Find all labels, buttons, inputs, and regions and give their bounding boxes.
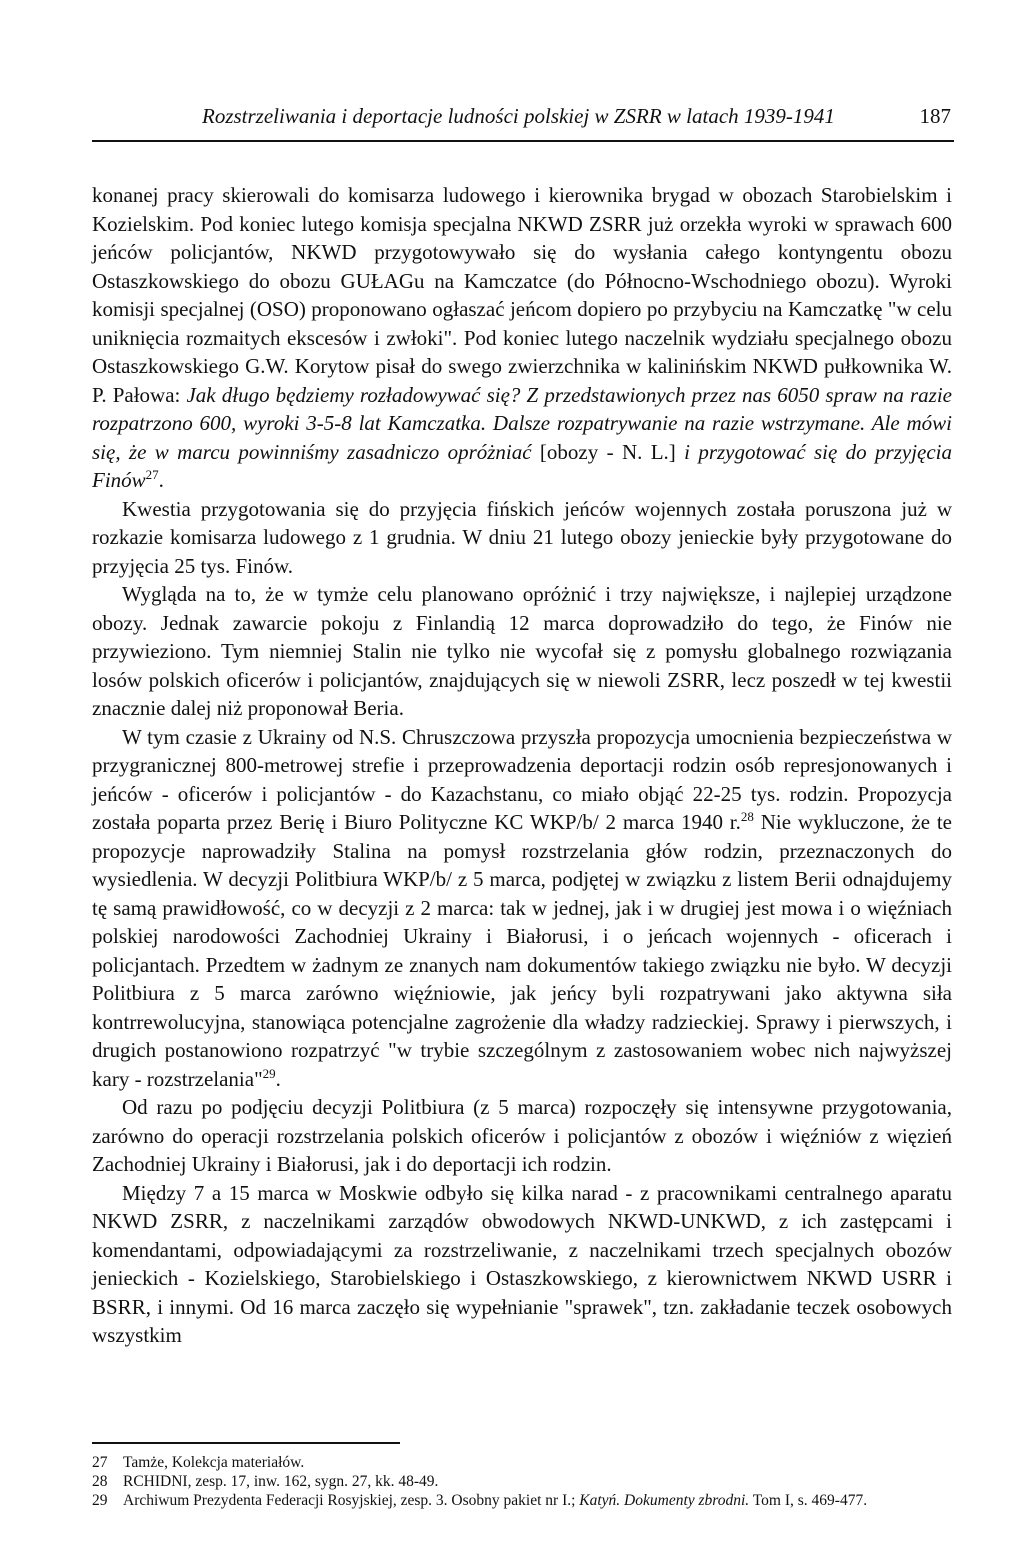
- footnote-text: RCHIDNI, zesp. 17, inw. 162, sygn. 27, kk. 48-49.: [123, 1473, 439, 1490]
- header-rule: [92, 140, 954, 142]
- paragraph-5: Od razu po podjęciu decyzji Politbiura (z 5 marca) rozpoczęły się intensywne przygotowania, zarówno do operacji rozstrzelania polskich oficerów i policjantów z obozów i więźniów z więzień Zachodniej Ukrainy i Białorusi, jak i do deportacji ich rodzin.: [92, 1095, 952, 1176]
- page-number: 187: [919, 104, 951, 128]
- paragraph-2: Kwestia przygotowania się do przyjęcia fińskich jeńców wojennych została poruszona już w rozkazie komisarza ludowego z 1 grudnia. W dniu 21 lutego obozy jenieckie były przygotowane do przyjęcia 25 tys. Finów.: [92, 496, 952, 578]
- footnote-ref-27: 27: [145, 467, 159, 483]
- footnote-ref-28: 28: [740, 809, 754, 825]
- p4-text-cont: Nie wykluczone, że te propozycje naprowadziły Stalina na pomysł rozstrzelania głów rodzin, przeznaczonych do wysiedlenia. W decyzji Politbiura WKP/b/ z 5 marca, podjętej w związku z listem Berii odnajdujemy tę samą prawidłowość, co w decyzji z 2 marca: tak w jednej, jak i w drugiej jest mowa i o więźniach polskiej narodowości Zachodniej Ukrainy i Białorusi, i o jeńcach wojennych - oficerach i policjantach. Przedtem w żadnym ze znanych nam dokumentów takiego związku nie było. W decyzji Politbiura z 5 marca zarówno więźniowie, jak jeńcy byli rozpatrywani jako aktywna siła kontrrewolucyjna, stanowiąca potencjalne zagrożenie dla władzy radzieckiej. Sprawy i pierwszych, i drugich postanowiono rozpatrzyć "w trybie szczególnym z zastosowaniem wobec nich najwyższej kary - rozstrzelania": [92, 810, 952, 1091]
- p1-end: .: [158, 468, 164, 492]
- footnotes: [92, 1453, 952, 1510]
- footnote-text-end: Tom I, s. 469-477.: [749, 1492, 868, 1509]
- footnote-rule: [92, 1442, 400, 1444]
- body-text: [92, 181, 952, 1350]
- p4-end: .: [275, 1066, 281, 1091]
- running-title: Rozstrzeliwania i deportacje ludności polskiej w ZSRR w latach 1939-1941: [202, 104, 835, 128]
- paragraph-6: Między 7 a 15 marca w Moskwie odbyło się kilka narad - z pracownikami centralnego aparatu NKWD ZSRR, z naczelnikami zarządów obwodowych NKWD-UNKWD, z ich zastępcami i komendantami, odpowiadającymi za rozstrzeliwanie, z naczelnikami trzech specjalnych obozów jenieckich - Kozielskiego, Starobielskiego i Ostaszkowskiego, z kierownictwem NKWD USRR i BSRR, i innymi. Od 16 marca zaczęło się wypełnianie "sprawek", tzn. zakładanie teczek osobowych wszystkim: [92, 1180, 952, 1347]
- footnote-number: 27: [92, 1454, 108, 1471]
- footnote-28: [92, 1472, 952, 1491]
- footnote-ref-29: 29: [262, 1065, 276, 1081]
- footnote-27: [92, 1453, 952, 1472]
- p1-insert: [obozy - N. L.]: [531, 439, 685, 464]
- footnote-text: Archiwum Prezydenta Federacji Rosyjskiej, zesp. 3. Osobny pakiet nr I.;: [123, 1492, 580, 1509]
- p4-text: W tym czasie z Ukrainy od N.S. Chruszczowa przyszła propozycja umocnienia bezpieczeństwa w przygranicznej 800-metrowej strefie i przeprowadzenia deportacji rodzin osób represjonowanych i jeńców - oficerów i policjantów - do Kazachstanu, co miało objąć 22-25 tys. rodzin. Propozycja została poparta przez Berię i Biuro Polityczne KC WKP/b/ 2 marca 1940 r.: [92, 724, 952, 834]
- paragraph-4: [92, 723, 952, 1094]
- p1-quote: Jak długo będziemy rozładowywać się? Z przedstawionych przez nas 6050 spraw na razie rozpatrzono 600, wyroki 3-5-8 lat Kamczatka. Dalsze rozpatrywanie na razie wstrzymane. Ale mówi się, że w marcu powinniśmy zasadniczo opróżniać: [92, 382, 952, 464]
- footnote-number: 29: [92, 1492, 108, 1509]
- footnote-text: Tamże, Kolekcja materiałów.: [123, 1454, 305, 1471]
- p1-quote-end: i przygotować się do przyjęcia Finów: [92, 439, 953, 492]
- paragraph-1: [92, 181, 952, 495]
- footnote-29: [92, 1491, 952, 1510]
- p1-text: konanej pracy skierowali do komisarza ludowego i kierownika brygad w obozach Starobielskim i Kozielskim. Pod koniec lutego komisja specjalna NKWD ZSRR już orzekła wyroki w sprawach 600 jeńców policjantów, NKWD przygotowywało się do wysłania całego kontyngentu obozu Ostaszkowskiego do obozu GUŁAGu na Kamczatce (do Północno-Wschodniego obozu). Wyroki komisji specjalnej (OSO) proponowano ogłaszać jeńcom dopiero po przybyciu na Kamczatkę "w celu uniknięcia rozmaitych ekscesów i zwłoki". Pod koniec lutego naczelnik wydziału specjalnego obozu Ostaszkowskiego G.W. Korytow pisał do swego zwierzchnika w kalinińskim NKWD pułkownika W. P. Pałowa:: [92, 183, 952, 407]
- paragraph-3: Wygląda na to, że w tymże celu planowano opróżnić i trzy największe, i najlepiej urządzone obozy. Jednak zawarcie pokoju z Finlandią 12 marca doprowadziło do tego, że Finów nie przywieziono. Tym niemniej Stalin nie tylko nie wycofał się z pomysłu globalnego rozwiązania losów polskich oficerów i policjantów, znajdujących się w niewoli ZSRR, lecz poszedł w tej kwestii znacznie dalej niż proponował Beria.: [92, 582, 952, 720]
- footnote-number: 28: [92, 1473, 108, 1490]
- footnote-title: Katyń. Dokumenty zbrodni.: [579, 1492, 750, 1509]
